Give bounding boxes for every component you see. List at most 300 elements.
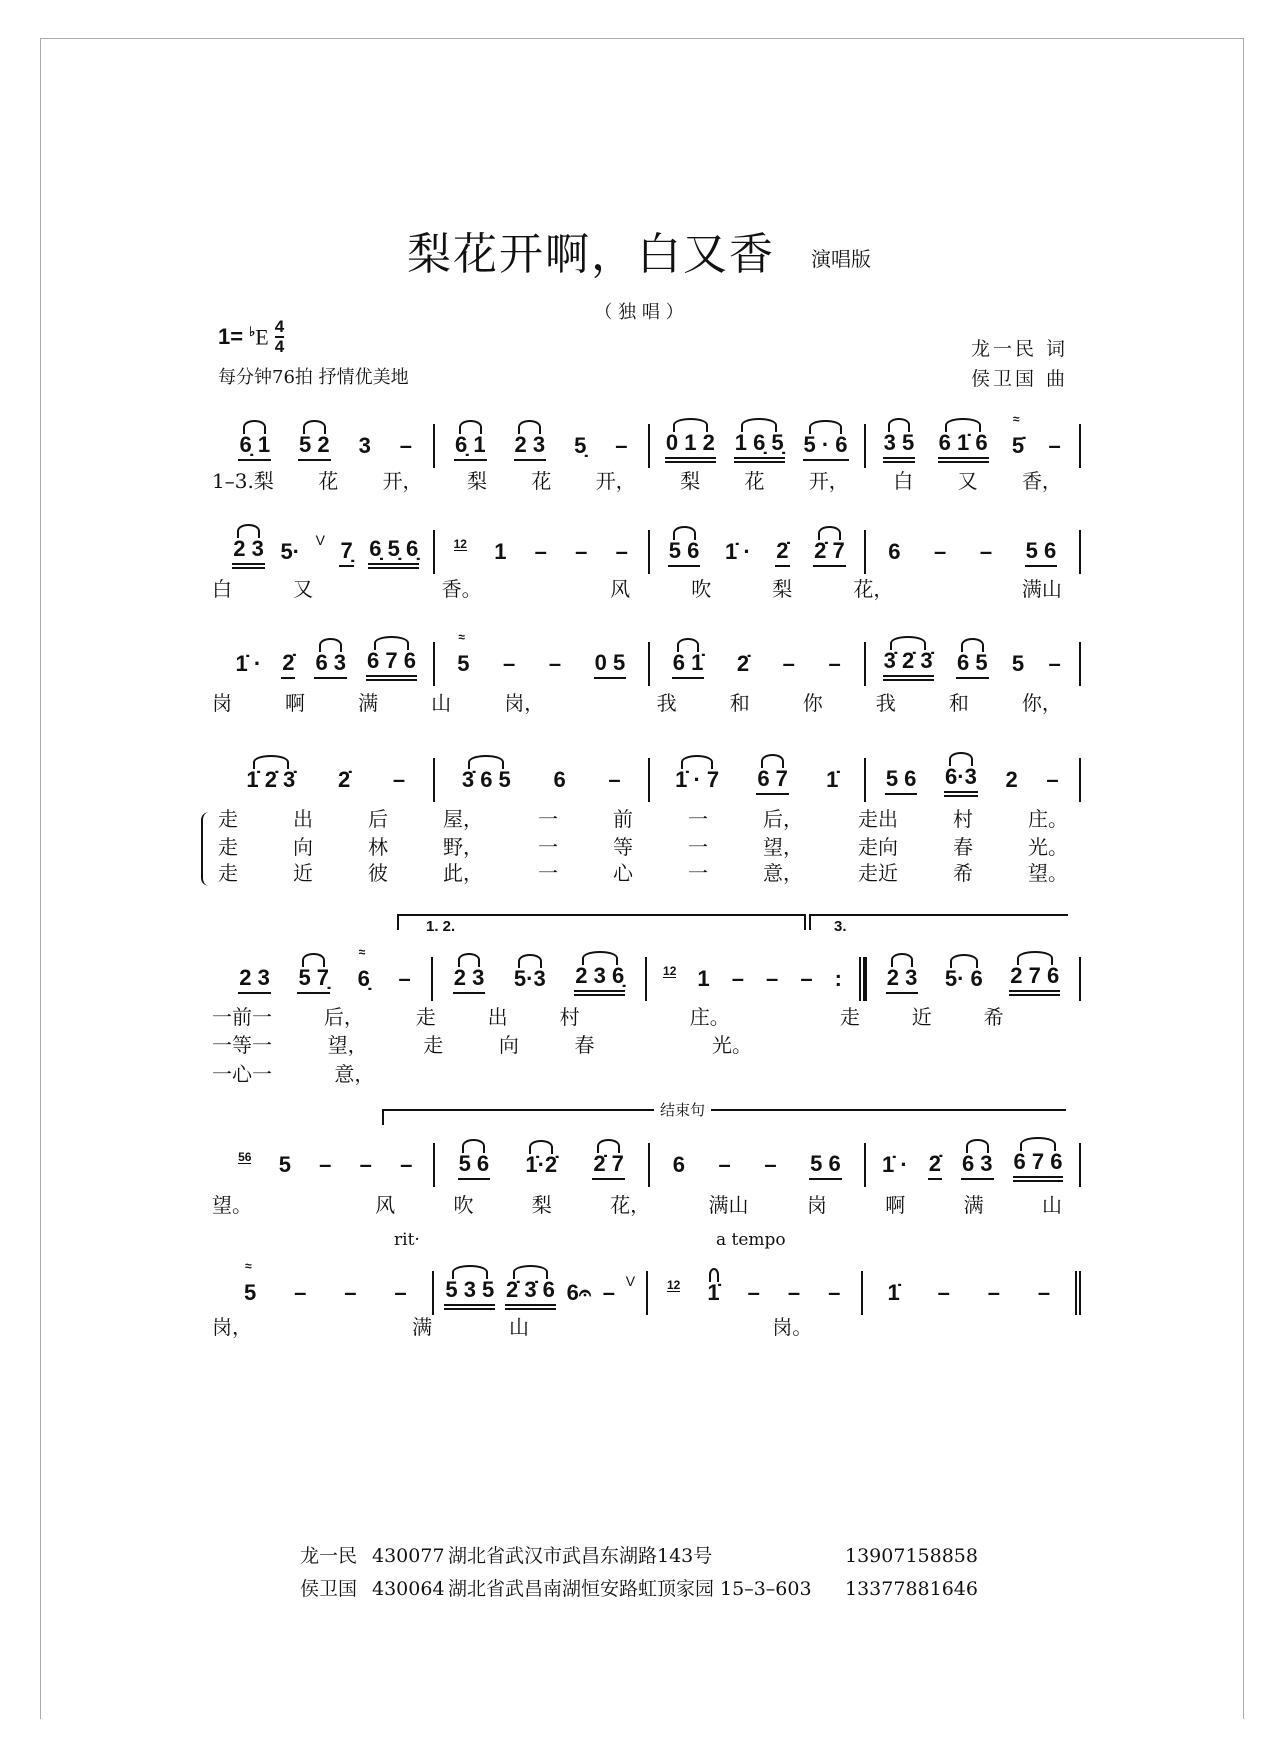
note-group: 1̇ (706, 1280, 720, 1307)
note-group: 5̇ ≈ (1011, 411, 1025, 458)
lyric-syllable: 望， (763, 835, 803, 859)
lyric-syllable: 走 (218, 835, 238, 859)
lyric-syllable: 一 (538, 861, 558, 885)
note-group: 6̣ 1 (238, 432, 271, 461)
lyric-syllable: 满 (358, 691, 379, 715)
lyric-syllable: 近 (911, 1005, 932, 1029)
dash: – (399, 432, 413, 458)
lyric-syllable: 此， (443, 861, 483, 885)
lyric-syllable: 香。 (441, 577, 482, 601)
lyric-line (212, 1063, 1072, 1085)
note-group: 5 ≈ (457, 629, 470, 676)
note-group: 2 7 6 (1009, 963, 1060, 996)
contact-zip: 430064 (372, 1578, 445, 1600)
slur (950, 954, 978, 968)
measure (865, 957, 1081, 1001)
score-system (219, 411, 1081, 468)
lyric-syllable (650, 1034, 656, 1056)
note-group: 2 (1005, 766, 1018, 792)
lyric-syllable: 等 (613, 835, 633, 859)
lyric-syllable: 一心一 (212, 1062, 272, 1086)
note-group: 6 1̇ (672, 650, 705, 679)
lyric-syllable (781, 1063, 787, 1085)
score-system (219, 1143, 1081, 1187)
note-group: 5 (278, 1151, 291, 1177)
lyric-syllable: 吹 (453, 1193, 474, 1217)
note-group: 2 3 (514, 432, 547, 461)
dash: – (602, 1279, 616, 1305)
lyric-syllable: 和 (948, 691, 969, 715)
measure (219, 1143, 433, 1187)
lyric-syllable (932, 1034, 938, 1056)
lyric-line (218, 808, 1078, 830)
note-group: 5 3 5 (444, 1277, 495, 1310)
slur (529, 1140, 553, 1154)
dash: – (344, 1279, 357, 1305)
lyric-syllable: 又 (957, 469, 978, 493)
lyric-syllable (1056, 1006, 1062, 1028)
note-group: 1̇ · 7 (674, 767, 720, 794)
lyric-syllable: 花 (318, 469, 339, 493)
note-group: : (834, 965, 842, 991)
lyric-syllable: 后 (368, 807, 388, 831)
lyric-syllable: 望。 (1028, 861, 1068, 885)
slur (709, 1268, 719, 1282)
lyric-syllable: 岗。 (772, 1315, 813, 1339)
lyric-syllable: 花 (744, 469, 765, 493)
note-group: 6𝄐 (566, 1279, 592, 1305)
lyric-syllable: 岗 (806, 1193, 827, 1217)
slur (890, 636, 926, 650)
lyric-syllable: 香， (1021, 469, 1062, 493)
dash: – (398, 965, 411, 991)
lyric-syllable: 春 (574, 1033, 595, 1057)
volta-3-bracket (809, 914, 1068, 930)
slur (253, 755, 289, 769)
lyric-syllable: 光。 (1028, 835, 1068, 859)
measure (219, 1258, 432, 1315)
lyric-syllable: 春 (953, 835, 973, 859)
footer-contact-1 (300, 1544, 1020, 1568)
lyric-syllable: 走 (423, 1033, 444, 1057)
note-group: 1̇·2̇ (524, 1152, 558, 1179)
measure (219, 530, 433, 574)
measure (645, 957, 865, 1001)
lyric-syllable: 心 (613, 861, 633, 885)
lyric-syllable: 走 (415, 1005, 436, 1029)
lyric-syllable: 又 (293, 577, 314, 601)
contact-address: 湖北省武昌南湖恒安路虹顶家园 15–3–603 (448, 1578, 812, 1600)
slur (302, 953, 325, 967)
dash: – (608, 766, 621, 792)
lyric-syllable: 前 (613, 807, 633, 831)
dash: – (934, 538, 947, 564)
contact-name: 龙一民 (300, 1545, 358, 1567)
grace-note: 12 (663, 963, 677, 978)
key-signature (218, 318, 284, 356)
lyric-syllable: 啊 (885, 1193, 906, 1217)
verse-brace (201, 812, 211, 886)
breath-mark-icon: V (625, 1273, 636, 1289)
slur (458, 953, 481, 967)
lyric-syllable: 啊 (285, 691, 306, 715)
lyric-line (218, 862, 1078, 884)
measure (219, 758, 433, 802)
ending-bracket (382, 1109, 1066, 1125)
lyric-syllable (606, 1316, 612, 1338)
slur (459, 420, 482, 434)
note-group: 6 7 (756, 766, 789, 795)
dash: – (782, 650, 795, 676)
lyric-syllable: 出 (293, 807, 313, 831)
lyric-syllable: 风 (375, 1193, 396, 1217)
footer-contact-2 (300, 1577, 1020, 1601)
dash: – (800, 965, 813, 991)
lyric-syllable: 梨 (466, 469, 487, 493)
dash: – (394, 1279, 407, 1305)
measure (864, 411, 1082, 468)
lyric-syllable: 林 (368, 835, 388, 859)
slur (462, 1139, 485, 1153)
lyric-syllable: 野， (443, 835, 483, 859)
dash: – (747, 1279, 760, 1305)
lyric-syllable: 望， (327, 1033, 368, 1057)
grace-note: 12 (453, 536, 467, 551)
lyric-syllable: 岗 (212, 691, 232, 715)
measure (646, 1271, 861, 1315)
note-group: 5 ≈ (243, 1258, 257, 1305)
slur (518, 954, 542, 968)
note-group: 5· 6 (944, 966, 984, 993)
lyric-syllable: 走近 (858, 861, 898, 885)
volta-1-2-bracket (397, 914, 806, 930)
dash: – (979, 538, 993, 564)
note-group: 5̣ (574, 432, 587, 458)
dash: – (294, 1279, 307, 1305)
mordent-icon: ≈ (244, 1258, 252, 1273)
lyric-syllable (994, 1034, 1000, 1056)
note-group: 5 6 (809, 1151, 842, 1180)
lyric-syllable: 岗， (504, 691, 545, 715)
lyric-line (212, 578, 1072, 600)
lyric-syllable: 一前一 (212, 1005, 272, 1029)
lyric-syllable: 意， (763, 861, 803, 885)
lyric-syllable (506, 1063, 512, 1085)
lyric-line (218, 836, 1078, 858)
lyric-syllable: 花 (531, 469, 552, 493)
lyric-syllable: 梨 (531, 1193, 552, 1217)
measure (864, 1143, 1082, 1187)
lyric-syllable: 向 (498, 1033, 519, 1057)
lyric-syllable: 花， (610, 1193, 651, 1217)
dash: – (766, 965, 779, 991)
volta-3-label: 3. (834, 918, 847, 935)
rit-marking: rit· (394, 1230, 420, 1250)
note-group: 6 (672, 1151, 686, 1177)
lyric-line (212, 1006, 1072, 1028)
dash: – (400, 1151, 413, 1177)
slur (1020, 1137, 1056, 1151)
note-group: 6·3 (944, 764, 978, 797)
key-note: E (255, 324, 269, 350)
lyric-syllable: 一 (688, 807, 708, 831)
lyric-syllable: 你， (1021, 691, 1062, 715)
note-group: 6 (553, 766, 566, 792)
lyric-syllable (374, 578, 380, 600)
note-group: 3 5 (883, 430, 916, 463)
lyric-syllable: 意， (334, 1062, 375, 1086)
lyric-line (212, 1194, 1072, 1216)
note-group: 1 6̣ 5̣ (734, 430, 785, 463)
measure (433, 530, 649, 574)
lyric-syllable: 村 (559, 1005, 580, 1029)
note-group: 1̇ (826, 766, 839, 792)
dash: – (548, 650, 562, 676)
lyricist: 龙一民 词 (970, 338, 1068, 360)
dash: – (718, 1151, 731, 1177)
note-group: 1̇ (887, 1279, 900, 1305)
lyric-syllable: 走出 (858, 807, 898, 831)
measure (433, 424, 649, 468)
lyric-syllable: 岗， (212, 1315, 252, 1339)
slur (818, 526, 841, 540)
time-bottom: 4 (274, 337, 285, 356)
note-group: 6̣ 5̣ 6̣ (368, 536, 419, 569)
lyric-syllable: 彼 (368, 861, 388, 885)
mordent-icon: ≈ (358, 944, 366, 959)
dash: – (731, 965, 744, 991)
lyric-syllable: 山 (431, 691, 452, 715)
note-group: 1̇ · (882, 1151, 908, 1177)
note-group: 1 (697, 965, 710, 991)
measure (648, 642, 864, 686)
lyric-syllable: 近 (293, 861, 313, 885)
note-group: 6 3 (961, 1151, 994, 1180)
note-group: 2̇ 3̇ 6 (505, 1277, 556, 1310)
time-signature (275, 318, 284, 356)
lyric-syllable (987, 1063, 993, 1085)
note-group: 5·3 (513, 966, 547, 993)
note-group: 5 6 (458, 1151, 491, 1180)
lyric-syllable: 后， (323, 1005, 364, 1029)
dash: – (1048, 650, 1061, 676)
measure (219, 944, 431, 1001)
score-system (219, 944, 1081, 1001)
lyric-syllable: 望。 (212, 1193, 252, 1217)
note-group: 0 5 (594, 650, 627, 679)
lyric-syllable (782, 1006, 788, 1028)
lyric-syllable: 梨 (680, 469, 701, 493)
slur (518, 420, 541, 434)
slur (597, 1139, 620, 1153)
slur (961, 638, 984, 652)
lyric-syllable: 走向 (858, 835, 898, 859)
slur (452, 1265, 488, 1279)
score-system (219, 1258, 1081, 1315)
note-group: 2 3 6̣ (574, 963, 625, 996)
mordent-icon: ≈ (458, 629, 465, 644)
note-group: 2̇ (337, 766, 351, 792)
slur (513, 1265, 549, 1279)
lyric-syllable: 满山 (1021, 577, 1062, 601)
dash: – (503, 650, 516, 676)
lyric-syllable: 一等一 (212, 1033, 272, 1057)
lyric-line (212, 1316, 1072, 1338)
lyric-syllable: 我 (656, 691, 677, 715)
lyric-line (212, 470, 1072, 492)
contact-zip: 430077 (372, 1545, 445, 1567)
lyric-syllable: 希 (983, 1005, 1004, 1029)
lyric-syllable: 满 (412, 1315, 433, 1339)
lyric-syllable: 后， (763, 807, 803, 831)
volta-1-2-label: 1. 2. (426, 918, 456, 935)
dash: – (615, 538, 628, 564)
lyric-syllable: 花， (853, 577, 894, 601)
note-group: 2 3 (453, 965, 486, 994)
note-group: 1̇ 2̇ 3̇ (245, 767, 296, 794)
lyric-syllable: 吹 (691, 577, 712, 601)
lyric-syllable: 满山 (708, 1193, 749, 1217)
note-group: 5 · 6 (803, 432, 849, 461)
slur (761, 754, 784, 768)
slur (303, 420, 326, 434)
note-group: 6 7 6 (1013, 1149, 1064, 1182)
dash: – (987, 1279, 1000, 1305)
lyric-syllable (1056, 1034, 1062, 1056)
ending-label: 结束句 (654, 1099, 711, 1120)
measure (648, 1143, 864, 1187)
grace-note: 56 (238, 1149, 252, 1164)
slur (809, 420, 841, 434)
lyric-syllable: 和 (729, 691, 750, 715)
slur (949, 752, 973, 766)
note-group: 0 1 2 (665, 430, 716, 463)
dash: – (787, 1279, 801, 1305)
lyric-syllable (1056, 1316, 1062, 1338)
dash: – (534, 538, 547, 564)
note-group: 1̇ · (724, 538, 751, 564)
dash: – (575, 538, 588, 564)
slur (888, 418, 911, 432)
lyric-syllable: 开， (595, 469, 636, 493)
measure (433, 1143, 649, 1187)
lyric-syllable: 一 (688, 861, 708, 885)
measure (433, 758, 649, 802)
mordent-icon: ≈ (1012, 411, 1020, 426)
lyric-syllable: 一 (538, 807, 558, 831)
tempo-marking: 每分钟76拍 抒情优美地 (218, 367, 409, 388)
note-group: 6 (888, 538, 901, 564)
score-title (0, 218, 1278, 282)
measure (864, 758, 1082, 802)
dash: – (937, 1279, 950, 1305)
slur (319, 638, 342, 652)
note-group: 5 6 (1025, 538, 1058, 567)
breath-mark-icon: V (315, 532, 325, 548)
lyric-syllable (310, 1194, 316, 1216)
dash: – (615, 432, 628, 458)
lyric-syllable: 风 (610, 577, 631, 601)
note-group: 5 (1011, 650, 1025, 676)
lyric-syllable (889, 1316, 895, 1338)
slur (673, 418, 709, 432)
lyric-line (212, 692, 1072, 714)
lyric-syllable: 1–3.梨 (212, 469, 274, 493)
measure (432, 1271, 647, 1315)
note-group: 1 (494, 538, 507, 564)
lyric-syllable (712, 1063, 718, 1085)
lyric-syllable: 走 (218, 807, 238, 831)
dash: – (359, 1151, 372, 1177)
slur (677, 638, 700, 652)
slur (243, 420, 266, 434)
note-group: 2 3 (232, 536, 265, 569)
slur (741, 418, 777, 432)
note-group: 6 3 (314, 650, 347, 679)
lyric-line (212, 1034, 1072, 1056)
note-group: 2 3 (238, 965, 271, 994)
lyric-syllable: 白 (893, 469, 914, 493)
subtitle: 演唱版 (811, 247, 871, 271)
note-group: 5 7̣ (297, 965, 330, 994)
lyric-syllable: 庄。 (689, 1005, 730, 1029)
a-tempo-marking: a tempo (716, 1230, 786, 1250)
slur (1017, 951, 1053, 965)
lyric-syllable: 光。 (712, 1033, 753, 1057)
lyric-syllable: 出 (487, 1005, 508, 1029)
lyric-syllable: 希 (953, 861, 973, 885)
lyric-syllable (1056, 1063, 1062, 1085)
lyric-syllable: 满 (963, 1193, 984, 1217)
lyric-syllable: 山 (1041, 1193, 1062, 1217)
measure (433, 629, 649, 686)
lyric-syllable: 白 (212, 577, 232, 601)
slur (582, 951, 618, 965)
lyric-syllable: 你 (802, 691, 823, 715)
lyric-syllable: 庄。 (1028, 807, 1068, 831)
key-prefix: 1= (218, 324, 244, 349)
slur (374, 636, 410, 650)
dash: – (764, 1151, 777, 1177)
dash: – (392, 766, 406, 792)
dash: – (828, 1279, 841, 1305)
measure (648, 424, 864, 468)
measure (648, 530, 864, 574)
note-group: 6̣ ≈ (357, 944, 370, 991)
lyric-syllable (631, 1006, 637, 1028)
lyric-syllable (870, 1034, 876, 1056)
note-group: 5 2 (298, 432, 331, 461)
lyric-syllable: 一 (688, 835, 708, 859)
note-group: 3 (358, 432, 371, 458)
measure (861, 1271, 1082, 1315)
score-system (219, 629, 1081, 686)
measure (219, 424, 433, 468)
contact-phone: 13907158858 (845, 1545, 978, 1567)
performance-type: （ 独 唱 ） (594, 302, 684, 323)
dash: – (1048, 432, 1061, 458)
lyric-syllable: 走 (839, 1005, 860, 1029)
slur (891, 953, 914, 967)
lyric-syllable (437, 1063, 443, 1085)
flat-sign: ♭ (249, 323, 256, 339)
dash: – (828, 650, 841, 676)
lyric-syllable (329, 1316, 335, 1338)
note-group: 2̇ (281, 650, 295, 679)
contact-phone: 13377881646 (845, 1578, 978, 1600)
slur (237, 524, 260, 538)
note-group: 1̇ · (235, 650, 262, 676)
